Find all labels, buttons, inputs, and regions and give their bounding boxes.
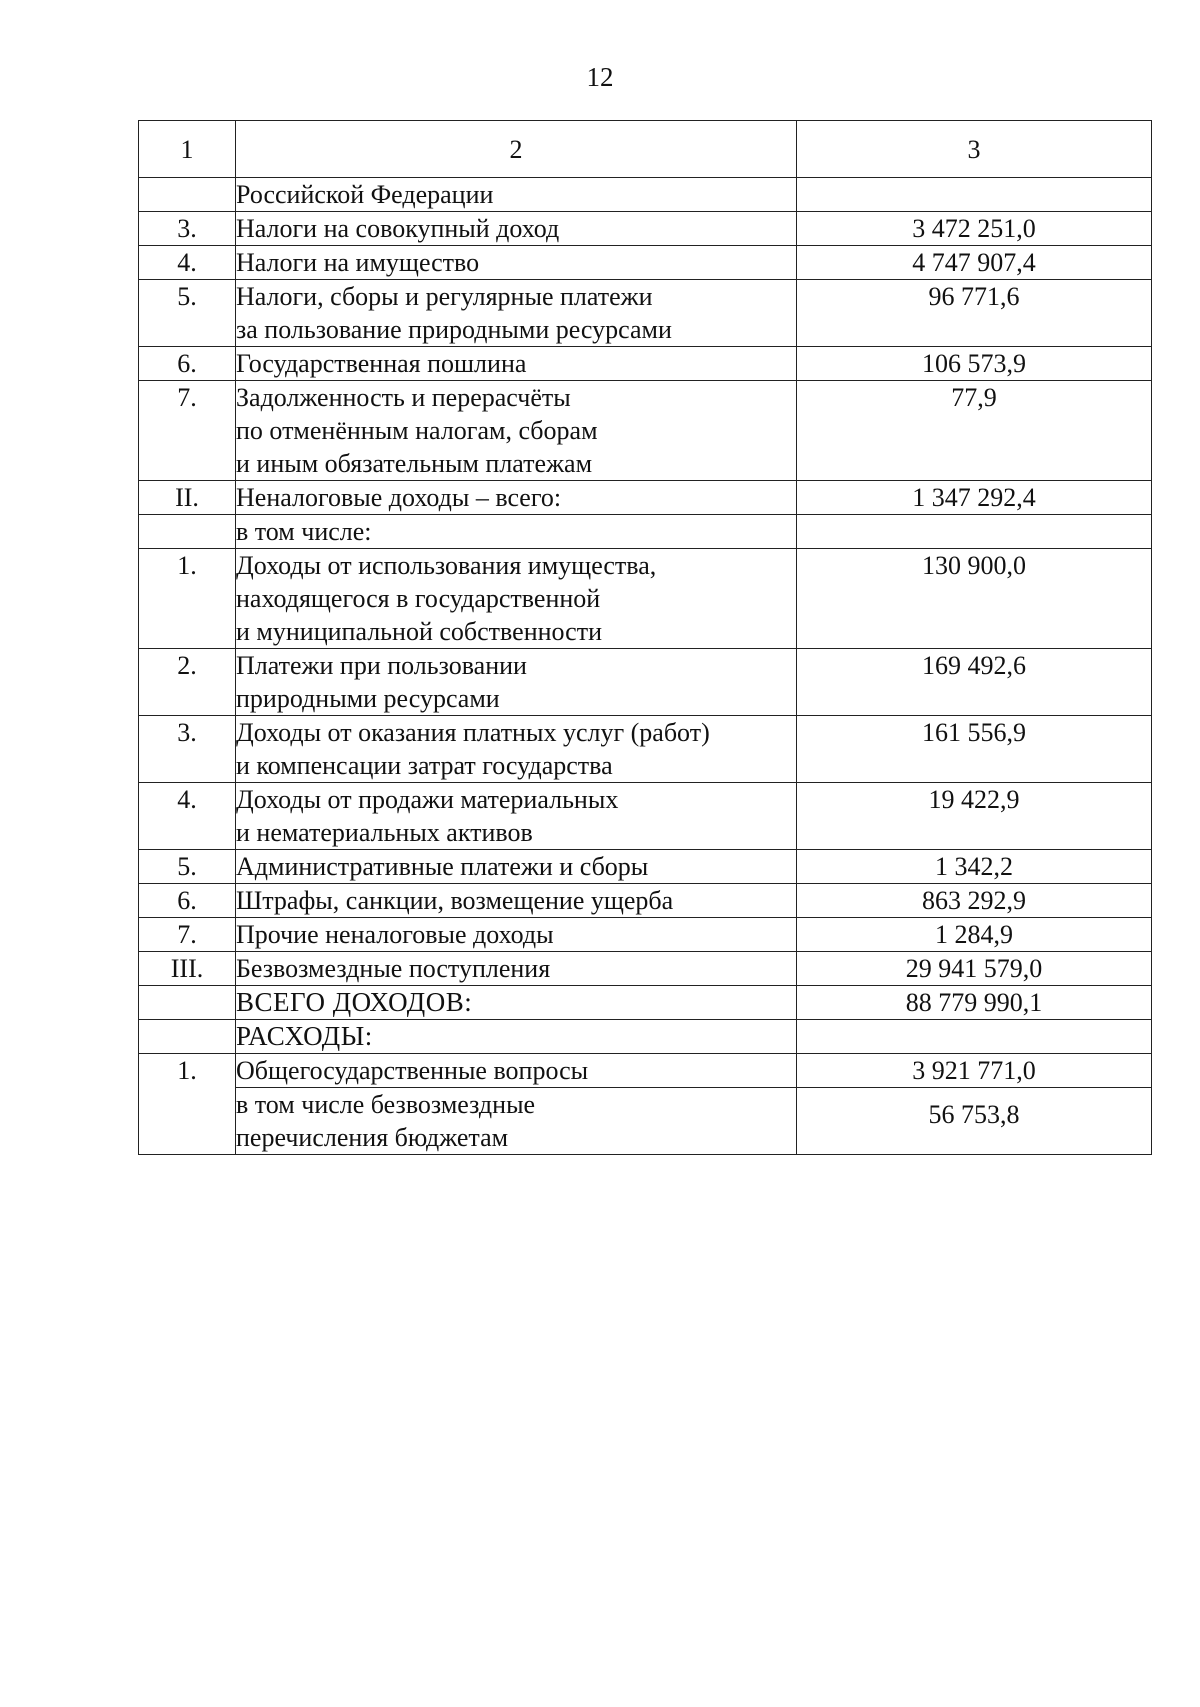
row-name	[236, 1020, 797, 1054]
row-name-line: Платежи при пользовании	[236, 651, 527, 680]
row-number: III.	[139, 952, 236, 986]
row-value: 19 422,9	[797, 783, 1152, 850]
row-value: 1 347 292,4	[797, 481, 1152, 515]
row-number: 4.	[139, 246, 236, 280]
table-row	[139, 918, 1152, 952]
row-number	[139, 178, 236, 212]
row-name-line: природными ресурсами	[236, 684, 500, 713]
row-number: 2.	[139, 649, 236, 716]
row-value	[797, 178, 1152, 212]
row-name-line: и компенсации затрат государства	[236, 751, 613, 780]
row-value: 1 342,2	[797, 850, 1152, 884]
row-name-line: Неналоговые доходы – всего:	[236, 483, 562, 512]
row-name	[236, 280, 797, 347]
table-row	[139, 850, 1152, 884]
row-value: 169 492,6	[797, 649, 1152, 716]
row-name	[236, 515, 797, 549]
row-name-line: Задолженность и перерасчёты	[236, 383, 571, 412]
table-row	[139, 515, 1152, 549]
row-name-line: и муниципальной собственности	[236, 617, 602, 646]
row-value: 3 472 251,0	[797, 212, 1152, 246]
row-name-line: в том числе безвозмездные	[236, 1090, 536, 1119]
row-name-line: Штрафы, санкции, возмещение ущерба	[236, 886, 674, 915]
row-name	[236, 986, 797, 1020]
row-name-line: Доходы от использования имущества,	[236, 551, 657, 580]
row-name	[236, 1088, 797, 1155]
row-name	[236, 246, 797, 280]
row-number: 3.	[139, 716, 236, 783]
row-name	[236, 850, 797, 884]
row-name-line: находящегося в государственной	[236, 584, 601, 613]
row-name-line: Административные платежи и сборы	[236, 852, 649, 881]
row-name	[236, 716, 797, 783]
row-value	[797, 1020, 1152, 1054]
row-number: 3.	[139, 212, 236, 246]
table-row	[139, 280, 1152, 347]
row-name	[236, 1054, 797, 1088]
table-row	[139, 952, 1152, 986]
table-row	[139, 246, 1152, 280]
row-name-line: РАСХОДЫ:	[236, 1021, 373, 1051]
row-name-line: Безвозмездные поступления	[236, 954, 551, 983]
row-value: 106 573,9	[797, 347, 1152, 381]
table-row	[139, 884, 1152, 918]
row-number: 6.	[139, 347, 236, 381]
row-name-line: и иным обязательным платежам	[236, 449, 593, 478]
row-name-line: по отменённым налогам, сборам	[236, 416, 598, 445]
row-name-line: Налоги, сборы и регулярные платежи	[236, 282, 653, 311]
header-col-3: 3	[797, 121, 1152, 178]
row-name	[236, 783, 797, 850]
row-number	[139, 515, 236, 549]
row-value: 3 921 771,0	[797, 1054, 1152, 1088]
table-row	[139, 986, 1152, 1020]
row-name	[236, 178, 797, 212]
row-name	[236, 952, 797, 986]
row-value: 29 941 579,0	[797, 952, 1152, 986]
header-col-2: 2	[236, 121, 797, 178]
row-name	[236, 347, 797, 381]
row-number	[139, 986, 236, 1020]
row-name-line: Прочие неналоговые доходы	[236, 920, 554, 949]
table-row	[139, 549, 1152, 649]
row-name-line: Доходы от оказания платных услуг (работ)	[236, 718, 710, 747]
row-name-line: перечисления бюджетам	[236, 1123, 509, 1152]
row-number: 5.	[139, 280, 236, 347]
row-value: 96 771,6	[797, 280, 1152, 347]
row-name	[236, 918, 797, 952]
row-value: 1 284,9	[797, 918, 1152, 952]
row-number: 7.	[139, 381, 236, 481]
row-name	[236, 884, 797, 918]
row-name-line: Налоги на совокупный доход	[236, 214, 560, 243]
table-row	[139, 1054, 1152, 1088]
table-row	[139, 178, 1152, 212]
table-row	[139, 649, 1152, 716]
row-name-line: в том числе:	[236, 517, 372, 546]
row-name-line: за пользование природными ресурсами	[236, 315, 672, 344]
row-name-line: Общегосударственные вопросы	[236, 1056, 589, 1085]
row-name	[236, 481, 797, 515]
row-number: 6.	[139, 884, 236, 918]
row-value: 56 753,8	[797, 1088, 1152, 1155]
row-name	[236, 212, 797, 246]
row-name-line: Государственная пошлина	[236, 349, 527, 378]
table-row	[139, 381, 1152, 481]
row-number: 1.	[139, 549, 236, 649]
row-name	[236, 549, 797, 649]
row-number: 7.	[139, 918, 236, 952]
table-row	[139, 481, 1152, 515]
row-value: 4 747 907,4	[797, 246, 1152, 280]
row-value: 88 779 990,1	[797, 986, 1152, 1020]
row-number: 1.	[139, 1054, 236, 1155]
table-row	[139, 1088, 1152, 1155]
header-col-1: 1	[139, 121, 236, 178]
row-name	[236, 381, 797, 481]
row-value: 863 292,9	[797, 884, 1152, 918]
row-value	[797, 515, 1152, 549]
row-value: 161 556,9	[797, 716, 1152, 783]
table-row	[139, 1020, 1152, 1054]
table-row	[139, 783, 1152, 850]
row-name-line: Налоги на имущество	[236, 248, 480, 277]
row-number	[139, 1020, 236, 1054]
table-row	[139, 347, 1152, 381]
row-value: 130 900,0	[797, 549, 1152, 649]
row-name	[236, 649, 797, 716]
row-number: 4.	[139, 783, 236, 850]
row-name-line: ВСЕГО ДОХОДОВ:	[236, 987, 473, 1017]
budget-table	[138, 120, 1152, 1155]
row-name-line: Российской Федерации	[236, 180, 494, 209]
row-name-line: Доходы от продажи материальных	[236, 785, 619, 814]
page-number: 12	[586, 62, 614, 92]
table-header-row	[139, 121, 1152, 178]
table-row	[139, 212, 1152, 246]
row-number: II.	[139, 481, 236, 515]
table-row	[139, 716, 1152, 783]
row-name-line: и нематериальных активов	[236, 818, 533, 847]
row-number: 5.	[139, 850, 236, 884]
row-value: 77,9	[797, 381, 1152, 481]
